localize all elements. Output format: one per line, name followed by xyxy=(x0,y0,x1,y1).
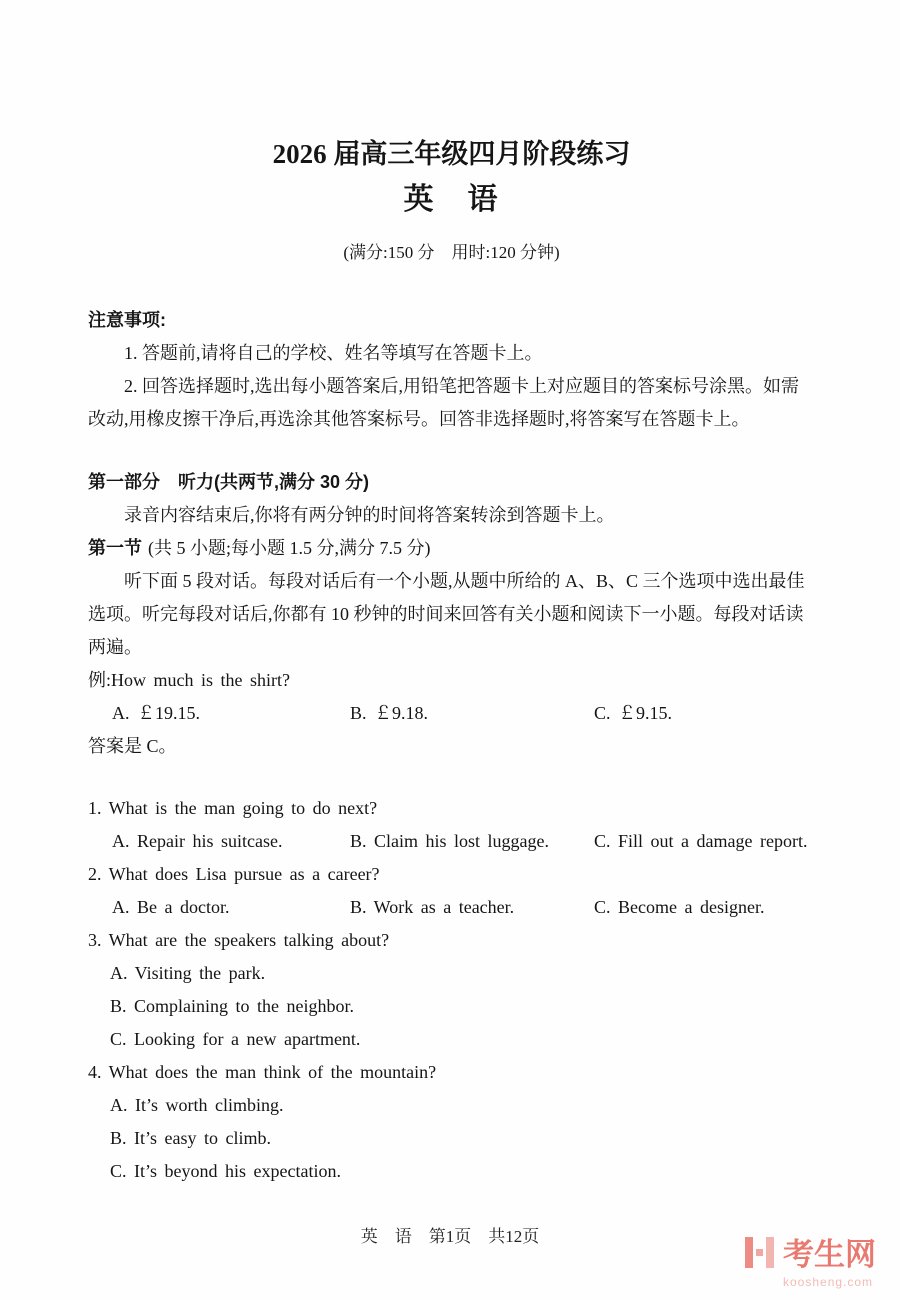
question-1-option-c: C. Fill out a damage report. xyxy=(594,831,808,851)
section1-instructions: 听下面 5 段对话。每段对话后有一个小题,从题中所给的 A、B、C 三个选项中选出最佳选项。听完每段对话后,你都有 10 秒钟的时间来回答有关小题和阅读下一小题。每段对话读两遍。 xyxy=(88,571,805,657)
section1-label: 第一节 xyxy=(88,538,142,558)
question-4-text: 4. What does the man think of the mountain? xyxy=(88,1062,437,1082)
koosheng-watermark xyxy=(743,1236,876,1288)
koosheng-logo-icon xyxy=(743,1236,776,1273)
question-1-text: 1. What is the man going to do next? xyxy=(88,798,378,818)
question-2-option-a: A. Be a doctor. xyxy=(112,897,230,917)
question-3 xyxy=(88,924,815,1056)
question-3-options xyxy=(88,957,815,1056)
example-question: 例:How much is the shirt? xyxy=(88,670,290,690)
notice-section xyxy=(88,304,815,436)
example-option-a: A. ￡19.15. xyxy=(112,703,200,723)
section1-heading xyxy=(88,532,815,565)
question-4-option-c: C. It’s beyond his expectation. xyxy=(110,1161,341,1181)
question-1 xyxy=(88,792,815,858)
question-1-option-b: B. Claim his lost luggage. xyxy=(350,831,549,851)
watermark-brand: 考生网 xyxy=(783,1237,876,1272)
question-3-text: 3. What are the speakers talking about? xyxy=(88,930,390,950)
example-option-b: B. ￡9.18. xyxy=(350,703,429,723)
part1-heading: 第一部分 听力(共两节,满分 30 分) xyxy=(88,472,370,492)
notice-item-1: 1. 答题前,请将自己的学校、姓名等填写在答题卡上。 xyxy=(124,343,543,363)
question-list xyxy=(88,792,815,1188)
section1-label-rest: (共 5 小题;每小题 1.5 分,满分 7.5 分) xyxy=(148,538,431,558)
question-3-option-b: B. Complaining to the neighbor. xyxy=(110,996,354,1016)
part1-transfer-note: 录音内容结束后,你将有两分钟的时间将答案转涂到答题卡上。 xyxy=(124,505,615,525)
question-4-option-b: B. It’s easy to climb. xyxy=(110,1128,271,1148)
example-answer: 答案是 C。 xyxy=(88,736,177,756)
question-2 xyxy=(88,858,815,924)
example-options xyxy=(88,697,815,730)
question-3-option-c: C. Looking for a new apartment. xyxy=(110,1029,361,1049)
question-1-option-a: A. Repair his suitcase. xyxy=(112,831,283,851)
question-4-option-a: A. It’s worth climbing. xyxy=(110,1095,284,1115)
question-2-text: 2. What does Lisa pursue as a career? xyxy=(88,864,380,884)
part1-listening xyxy=(88,466,815,763)
question-4 xyxy=(88,1056,815,1188)
exam-subject: 英 语 xyxy=(403,183,500,216)
notice-item-2: 2. 回答选择题时,选出每小题答案后,用铅笔把答题卡上对应题目的答案标号涂黑。如需改动,用橡皮擦干净后,再选涂其他答案标号。回答非选择题时,将答案写在答题卡上。 xyxy=(88,376,799,429)
question-2-option-c: C. Become a designer. xyxy=(594,897,765,917)
example-option-c: C. ￡9.15. xyxy=(594,703,673,723)
watermark-site: koosheng.com xyxy=(783,1275,874,1289)
question-1-options xyxy=(88,825,815,858)
question-4-options xyxy=(88,1089,815,1188)
question-2-options xyxy=(88,891,815,924)
question-3-option-a: A. Visiting the park. xyxy=(110,963,266,983)
exam-meta: (满分:150 分 用时:120 分钟) xyxy=(343,243,560,262)
exam-title: 2026 届高三年级四月阶段练习 xyxy=(272,139,631,169)
exam-header xyxy=(88,138,815,264)
footer-pagination: 英 语 第1页 共12页 xyxy=(360,1227,540,1246)
notice-heading: 注意事项: xyxy=(88,310,166,330)
question-2-option-b: B. Work as a teacher. xyxy=(350,897,515,917)
